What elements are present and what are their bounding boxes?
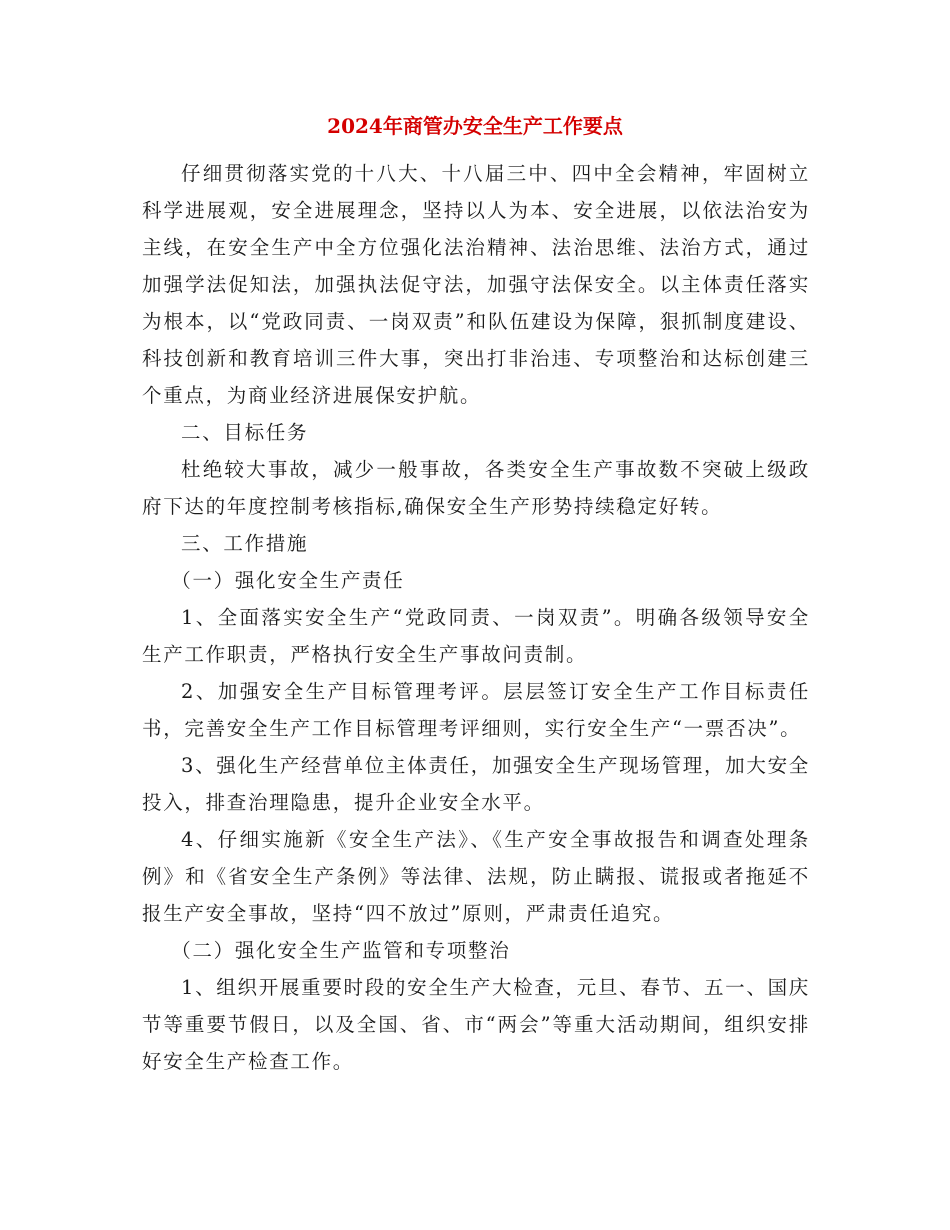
paragraph: 1、组织开展重要时段的安全生产大检查，元旦、春节、五一、国庆节等重要节假日，以及全国、省、市“两会”等重大活动期间，组织安排好安全生产检查工作。 [142, 976, 810, 1073]
subsection-heading: （一）强化安全生产责任 [171, 569, 405, 592]
paragraph: 仔细贯彻落实党的十八大、十八届三中、四中全会精神，牢固树立科学进展观，安全进展理念，坚持以人为本、安全进展，以依法治安为主线，在安全生产中全方位强化法治精神、法治思维、法治方式，通过加强学法促知法，加强执法促守法，加强守法保安全。以主体责任落实为根本，以“党政同责、一岗双责”和队伍建设为保障，狠抓制度建设、科技创新和教育培训三件大事，突出打非治违、专项整治和达标创建三个重点，为商业经济进展保安护航。 [142, 162, 810, 407]
paragraph: 杜绝较大事故，减少一般事故，各类安全生产事故数不突破上级政府下达的年度控制考核指标,确保安全生产形势持续稳定好转。 [142, 458, 810, 518]
document-body [142, 155, 810, 1080]
section-heading: 二、目标任务 [181, 421, 309, 444]
paragraph: 2、加强安全生产目标管理考评。层层签订安全生产工作目标责任书，完善安全生产工作目标管理考评细则，实行安全生产“一票否决”。 [142, 680, 810, 740]
section-heading: 三、工作措施 [181, 532, 309, 555]
paragraph: 1、全面落实安全生产“党政同责、一岗双责”。明确各级领导安全生产工作职责，严格执行安全生产事故问责制。 [142, 606, 810, 666]
subsection-heading: （二）强化安全生产监管和专项整治 [171, 939, 511, 962]
paragraph: 4、仔细实施新《安全生产法》、《生产安全事故报告和调查处理条例》和《省安全生产条例》等法律、法规，防止瞒报、谎报或者拖延不报生产安全事故，坚持“四不放过”原则，严肃责任追究。 [142, 828, 810, 925]
document-title: 2024年商管办安全生产工作要点 [327, 114, 623, 138]
paragraph: 3、强化生产经营单位主体责任，加强安全生产现场管理，加大安全投入，排查治理隐患，提升企业安全水平。 [142, 754, 810, 814]
